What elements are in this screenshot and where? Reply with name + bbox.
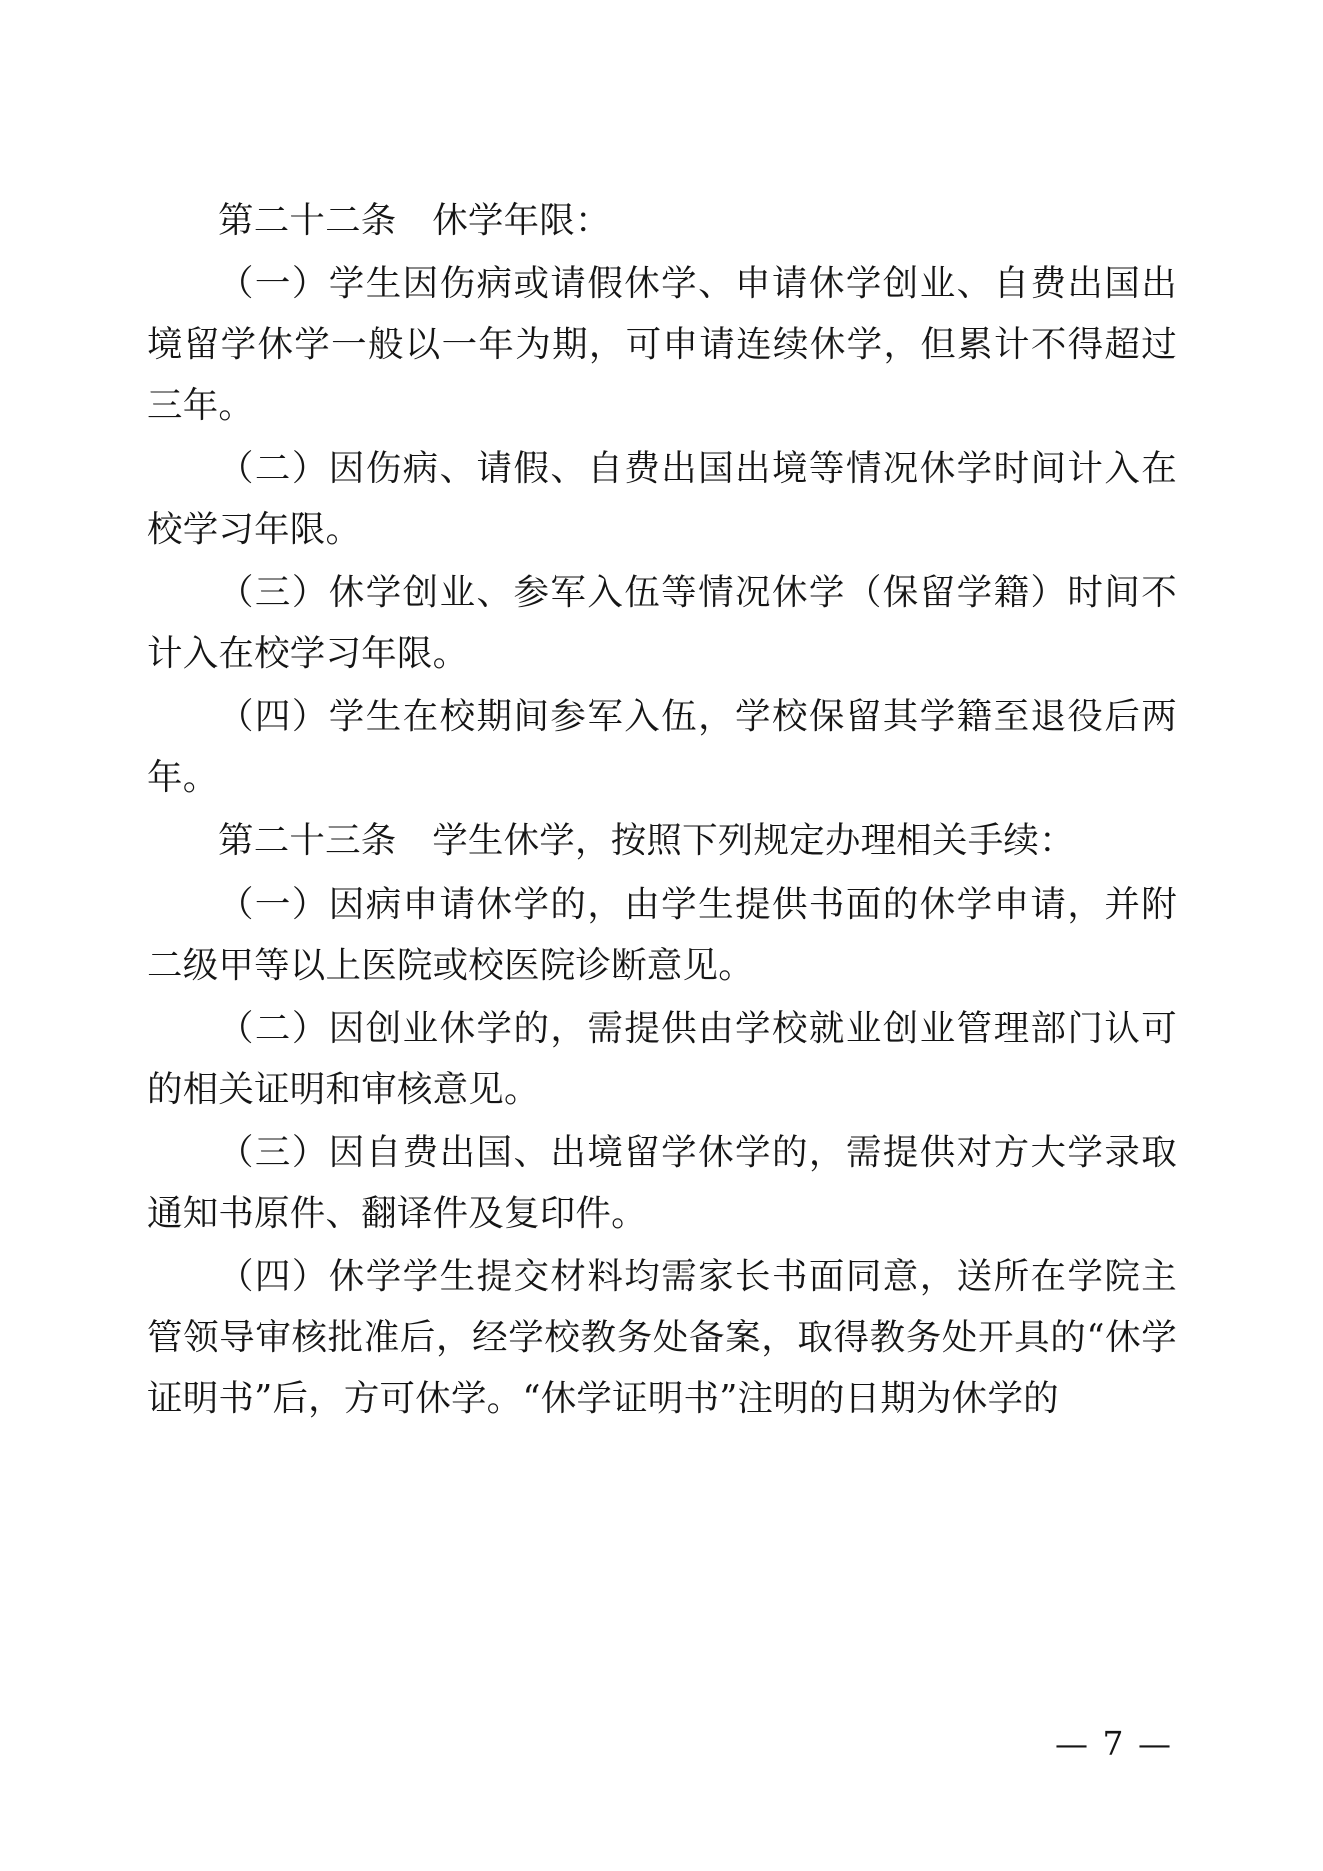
- article-22-title: 第二十二条 休学年限：: [218, 200, 611, 241]
- article-22-item-2: （二）因伤病、请假、自费出国出境等情况休学时间计入在校学习年限。: [147, 448, 1177, 551]
- article-22-item-3: （三）休学创业、参军入伍等情况休学（保留学籍）时间不计入在校学习年限。: [147, 572, 1177, 675]
- article-23-item-3: （三）因自费出国、出境留学休学的，需提供对方大学录取通知书原件、翻译件及复印件。: [147, 1131, 1177, 1234]
- article-23-item-2: （二）因创业休学的，需提供由学校就业创业管理部门认可的相关证明和审核意见。: [147, 1007, 1177, 1110]
- article-22-item-1: （一）学生因伤病或请假休学、申请休学创业、自费出国出境留学休学一般以一年为期，可申请连续休学，但累计不得超过三年。: [147, 263, 1177, 427]
- article-22-item-4: （四）学生在校期间参军入伍，学校保留其学籍至退役后两年。: [147, 696, 1177, 799]
- article-23-item-1: （一）因病申请休学的，由学生提供书面的休学申请，并附二级甲等以上医院或校医院诊断意见。: [147, 883, 1177, 986]
- document-body: [147, 190, 1177, 1431]
- article-23-item-4: （四）休学学生提交材料均需家长书面同意，送所在学院主管领导审核批准后，经学校教务处备案，取得教务处开具的“休学证明书”后，方可休学。“休学证明书”注明的日期为休学的: [147, 1255, 1177, 1419]
- page-footer: [0, 1724, 1323, 1871]
- article-23-title: 第二十三条 学生休学，按照下列规定办理相关手续：: [218, 820, 1075, 862]
- page-number: — 7 —: [1055, 1724, 1173, 1763]
